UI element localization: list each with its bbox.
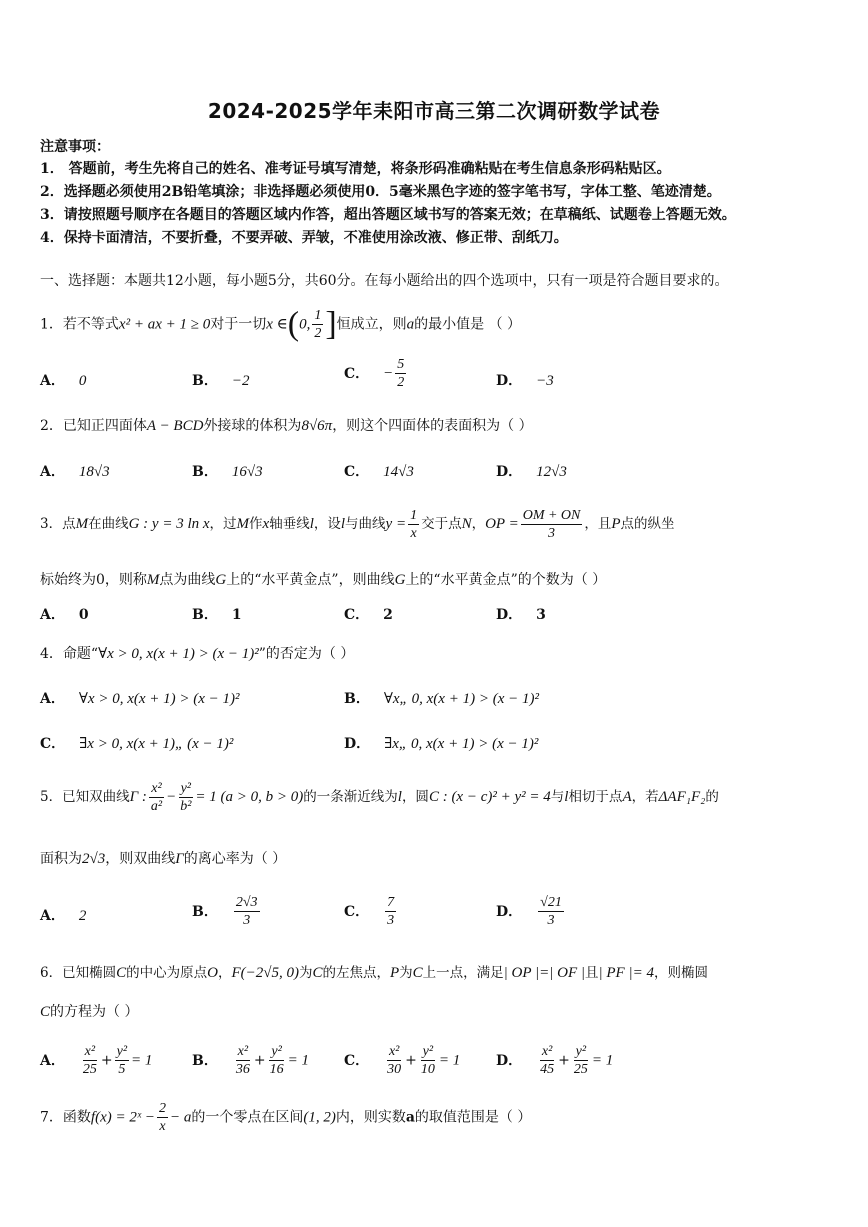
q4-math: ∀x > 0, x(x + 1) > (x − 1)² (98, 646, 259, 662)
q5-text: ，则双曲线 (105, 851, 176, 867)
q3-math: OP = (485, 516, 519, 532)
q5-math: = 1 (a > 0, b > 0) (195, 789, 304, 805)
q1-option-c (344, 356, 408, 391)
option-label: B． (344, 691, 370, 707)
exam-title: 2024-2025学年耒阳市高三第二次调研数学试卷 (207, 99, 661, 123)
q6-option-d: D． $\frac{\text{x²}}{45}$ + $\frac{\text{y²}}{25}$ = 1 (496, 1044, 614, 1077)
q5-text: 面积为 (40, 851, 82, 867)
q5-option-b (192, 894, 262, 929)
q7-math: (1, 2) (303, 1109, 336, 1126)
q2-option-b (192, 461, 263, 481)
option-label: D． (496, 903, 523, 920)
frac-den: 5 (118, 1062, 126, 1077)
q5-text: 与 (550, 789, 565, 805)
frac-den: 30 (387, 1062, 402, 1077)
notice-item-3: 3．请按照题号顺序在各题目的答题区域内作答，超出答题区域书写的答案无效；在草稿纸、试题卷上答题无效。 (40, 207, 736, 223)
q3-math: y = (385, 516, 407, 532)
question-5-line-1 (40, 780, 719, 815)
q4-option-a (40, 688, 240, 708)
question-3-line-2 (40, 569, 606, 589)
option-text: 0 (78, 373, 87, 389)
q5-fraction-1 (149, 780, 164, 815)
option-label: C． (344, 903, 370, 920)
q5-math: l (397, 789, 402, 805)
option-text: ∃x > 0, x(x + 1)„ (x − 1)² (79, 736, 234, 752)
option-text: 14√3 (383, 464, 414, 480)
q3-text: 3．点 (40, 516, 76, 532)
option-label: D． (496, 373, 523, 389)
q6-math: C (116, 965, 127, 981)
option-label: B． (192, 373, 218, 389)
question-6-line-1 (40, 961, 708, 982)
q3-math: G (394, 572, 406, 588)
frac-num: x² (151, 781, 162, 796)
option-label: C． (344, 607, 370, 623)
q1-text-a: 1．若不等式 (40, 316, 119, 333)
notice-item-4: 4．保持卡面清洁，不要折叠，不要弄破、弄皱，不准使用涂改液、修正带、刮纸刀。 (40, 230, 568, 246)
q3-math: G : y = 3 ln x (128, 516, 210, 532)
q7-text: 的取值范围是（ ） (414, 1109, 532, 1126)
frac-num: y² (575, 1044, 587, 1059)
option-text: 2 (383, 607, 393, 623)
option-label: A． (40, 373, 65, 389)
q3-text: ，过 (209, 516, 237, 532)
q6-text: 为 (298, 965, 313, 981)
q7-math: a (405, 1109, 415, 1126)
question-4 (40, 643, 354, 663)
q3-math: M (146, 572, 160, 588)
q4-option-b (344, 688, 539, 708)
option-fraction (234, 894, 260, 929)
q7-text: 的一个零点在区间 (191, 1109, 304, 1126)
frac-num: 5 (397, 357, 405, 372)
frac-den: x (159, 1119, 166, 1134)
option-fraction (268, 1043, 286, 1078)
q1-frac-num: 1 (314, 308, 322, 323)
q6-text: 为 (399, 965, 413, 981)
q3-option-c (344, 604, 393, 624)
option-label: A． (40, 607, 65, 623)
option-text: 3 (536, 607, 546, 623)
q7-text: 7．函数 (40, 1109, 91, 1126)
q6-text: ，则椭圆 (653, 965, 708, 981)
option-tail: = 1 (287, 1052, 309, 1069)
option-text: 2 (78, 908, 87, 924)
option-sign: − (383, 365, 394, 382)
option-text: ∃x„ 0, x(x + 1) > (x − 1)² (384, 736, 539, 752)
q2-option-d (496, 461, 567, 481)
q5-math: l (564, 789, 569, 805)
q6-math: C (412, 965, 423, 981)
q7-text: 内，则实数 (335, 1109, 406, 1126)
option-tail: = 1 (591, 1052, 614, 1069)
q6-math: C (312, 965, 323, 981)
notice-item-1: 1． 答题前，考生先将自己的姓名、准考证号填写清楚，将条形码准确粘贴在考生信息条形码粘贴区。 (40, 161, 671, 177)
q7-math: f(x) = 2ˣ − (90, 1109, 155, 1126)
frac-num: 2 (158, 1101, 166, 1116)
option-label: D． (496, 607, 523, 623)
q6-math: F(−2√5, 0) (231, 965, 299, 981)
q5-text: 的 (705, 789, 719, 805)
q6-text: ， (217, 965, 232, 981)
frac-num: y² (271, 1044, 282, 1059)
q3-text: ，设 (313, 516, 341, 532)
option-label: D． (344, 736, 371, 752)
question-1 (40, 307, 521, 342)
q5-math: A (622, 789, 632, 805)
q1-text-b: 对于一切 (210, 316, 267, 333)
q6-text: 6．已知椭圆 (40, 965, 117, 981)
option-fraction (385, 894, 396, 929)
q3-fraction-1 (408, 507, 419, 542)
option-fraction (538, 1043, 556, 1078)
q2-text-c: ，则这个四面体的表面积为（ ） (332, 418, 533, 434)
notice-item-2: 2．选择题必须使用2B铅笔填涂；非选择题必须使用0．5毫米黑色字迹的签字笔书写，字体工整、笔迹清楚。 (40, 184, 721, 200)
q1-frac-den: 2 (314, 326, 322, 341)
q1-math-4: a (406, 316, 415, 333)
q2-text-a: 2．已知正四面体 (40, 418, 147, 434)
frac-den: 10 (420, 1062, 435, 1077)
q6-math: | PF |= 4 (598, 965, 654, 981)
q1-option-a (40, 370, 86, 390)
q3-text: 交于点 (421, 516, 462, 532)
q6-math: P (389, 965, 400, 981)
q2-option-c (344, 461, 414, 481)
q5-option-c (344, 894, 398, 929)
q5-text: ，圆 (401, 789, 429, 805)
q3-math: M (236, 516, 250, 532)
q3-text: 轴垂线 (269, 516, 310, 532)
q1-math-3: 0, (299, 316, 311, 333)
frac-den: b² (180, 799, 192, 814)
q3-text: 标始终为0，则称 (40, 572, 147, 588)
frac-den: 25 (82, 1062, 97, 1077)
option-text: −3 (536, 373, 554, 389)
q5-math: ΔAF₁F₂ (658, 789, 706, 805)
q5-text: 5．已知双曲线 (40, 789, 130, 805)
frac-num: OM + ON (522, 508, 581, 523)
q1-text-c: 恒成立，则 (336, 316, 407, 333)
q4-text: 4．命题“ (40, 646, 99, 662)
q6-option-b: B． $\frac{\text{x²}}{36}$ + $\frac{\text{y²}}{16}$ = 1 (192, 1044, 309, 1077)
option-label: C． (344, 1052, 370, 1069)
frac-den: 3 (548, 526, 556, 541)
option-fraction (538, 894, 564, 929)
question-3-line-1 (40, 507, 675, 542)
frac-num: x² (388, 1044, 400, 1059)
q5-math: 2√3 (82, 851, 106, 867)
question-2 (40, 415, 533, 435)
frac-num: x² (84, 1044, 96, 1059)
option-text: 0 (78, 607, 89, 623)
option-label: B． (192, 464, 218, 480)
frac-num: y² (180, 781, 192, 796)
q2-text-b: 外接球的体积为 (203, 418, 302, 434)
question-7 (40, 1100, 531, 1135)
q5-text: 的一条渐近线为 (303, 789, 398, 805)
q3-math: l (340, 516, 346, 532)
q6-text: 的方程为（ ） (50, 1004, 139, 1020)
option-label: A． (40, 464, 65, 480)
q1-bracket-right: ] (325, 305, 337, 343)
q1-fraction (312, 307, 323, 342)
q5-math: − (166, 789, 177, 805)
q2-option-a (40, 461, 110, 481)
q1-math-2: x ∈ (266, 316, 288, 333)
q5-math: Γ : (129, 789, 147, 805)
q1-option-b (192, 370, 249, 390)
q6-math: O (207, 965, 218, 981)
q5-text: 的离心率为（ ） (183, 851, 287, 867)
q3-text: 上的“水平黄金点”的个数为（ ） (405, 572, 607, 588)
frac-den: 2 (397, 375, 405, 390)
q2-math-1: A − BCD (146, 418, 204, 434)
q3-text: 在曲线 (88, 516, 129, 532)
q5-math: C : (x − c)² + y² = 4 (428, 789, 551, 805)
q6-option-c: C． $\frac{\text{x²}}{30}$ + $\frac{\text{y²}}{10}$ = 1 (344, 1044, 461, 1077)
option-fraction (81, 1043, 99, 1078)
q3-text: ，且 (584, 516, 612, 532)
q5-fraction-2 (178, 780, 193, 815)
frac-num: y² (116, 1044, 128, 1059)
q5-math: Γ (175, 851, 184, 867)
option-fraction (395, 356, 406, 391)
q3-text: 点的纵坐 (620, 516, 675, 532)
q3-math: G (215, 572, 227, 588)
frac-den: a² (150, 799, 163, 814)
q6-math: | OP |=| OF | (503, 965, 586, 981)
q5-text: ，若 (631, 789, 659, 805)
frac-den: 16 (269, 1062, 284, 1077)
option-label: B． (192, 903, 218, 920)
frac-den: 36 (235, 1062, 250, 1077)
option-text: 1 (231, 607, 242, 623)
q3-math: P (611, 516, 621, 532)
q1-math-1: x² + ax + 1 ≥ 0 (118, 316, 211, 333)
option-text: 12√3 (536, 464, 567, 480)
q6-text: 的左焦点， (322, 965, 390, 981)
option-fraction (572, 1043, 590, 1078)
frac-den: x (410, 526, 417, 541)
option-label: C． (344, 365, 370, 382)
q1-option-d (496, 370, 554, 390)
q6-text: 的中心为原点 (126, 965, 208, 981)
q5-option-d (496, 894, 566, 929)
option-label: C． (344, 464, 370, 480)
option-text: ∀x > 0, x(x + 1) > (x − 1)² (78, 691, 240, 707)
option-text: ∀x„ 0, x(x + 1) > (x − 1)² (383, 691, 539, 707)
option-label: C． (40, 736, 66, 752)
q3-text: 上的“水平黄金点”，则曲线 (226, 572, 395, 588)
question-5-line-2 (40, 848, 286, 868)
frac-num: 2√3 (235, 895, 258, 910)
q3-option-d (496, 604, 546, 624)
q7-math: − a (169, 1109, 192, 1126)
q3-option-a (40, 604, 89, 624)
q1-text-d: 的最小值是 （ ） (414, 316, 522, 333)
q6-math: C (40, 1004, 51, 1020)
option-fraction (385, 1043, 403, 1078)
option-label: D． (496, 1052, 523, 1069)
option-fraction (115, 1043, 129, 1078)
section-heading: 一、选择题：本题共12小题，每小题5分，共60分。在每小题给出的四个选项中，只有一项是符合题目要求的。 (40, 273, 729, 289)
frac-num: y² (422, 1044, 434, 1059)
option-label: B． (192, 607, 218, 623)
q3-text: 与曲线 (345, 516, 386, 532)
q3-math: N (461, 516, 472, 532)
frac-den: 25 (573, 1062, 588, 1077)
option-fraction (234, 1043, 252, 1078)
frac-num: 7 (387, 895, 395, 910)
q4-option-c (40, 733, 233, 753)
option-label: A． (40, 908, 65, 924)
frac-num: x² (541, 1044, 553, 1059)
q3-text: 作 (249, 516, 263, 532)
q6-text: 上一点，满足 (422, 965, 504, 981)
frac-den: 3 (547, 913, 555, 928)
frac-den: 45 (540, 1062, 555, 1077)
q1-bracket-left: ( (287, 305, 300, 343)
option-label: D． (496, 464, 523, 480)
option-label: A． (40, 691, 65, 707)
q3-math: x (262, 516, 270, 532)
option-tail: = 1 (131, 1052, 153, 1069)
q3-option-b (192, 604, 242, 624)
frac-num: 1 (410, 508, 418, 523)
q6-text: 且 (585, 965, 599, 981)
frac-num: √21 (540, 895, 562, 910)
option-tail: = 1 (438, 1052, 461, 1069)
frac-den: 3 (387, 913, 395, 928)
q5-option-a (40, 905, 86, 925)
q3-math: M (75, 516, 89, 532)
frac-den: 3 (243, 913, 251, 928)
q3-math: l (309, 516, 314, 532)
q6-option-a: A． $\frac{\text{x²}}{25}$ + $\frac{\text{y²}}{5}$ = 1 (40, 1044, 153, 1077)
q3-text: 点为曲线 (159, 572, 216, 588)
option-fraction (419, 1043, 437, 1078)
q3-fraction-2 (521, 507, 583, 542)
q7-fraction (157, 1100, 168, 1135)
option-text: 18√3 (78, 464, 110, 480)
frac-num: x² (237, 1044, 249, 1059)
option-text: −2 (231, 373, 250, 389)
q4-text: ”的否定为（ ） (258, 646, 355, 662)
q5-text: 相切于点 (568, 789, 623, 805)
notice-heading: 注意事项： (40, 139, 110, 155)
option-label: B． (192, 1052, 218, 1069)
question-6-line-2 (40, 1001, 138, 1021)
q4-option-d (344, 733, 538, 753)
q3-text: ， (471, 516, 486, 532)
q2-math-2: 8√6π (301, 418, 333, 434)
option-text: 16√3 (231, 464, 263, 480)
option-label: A． (40, 1052, 65, 1069)
